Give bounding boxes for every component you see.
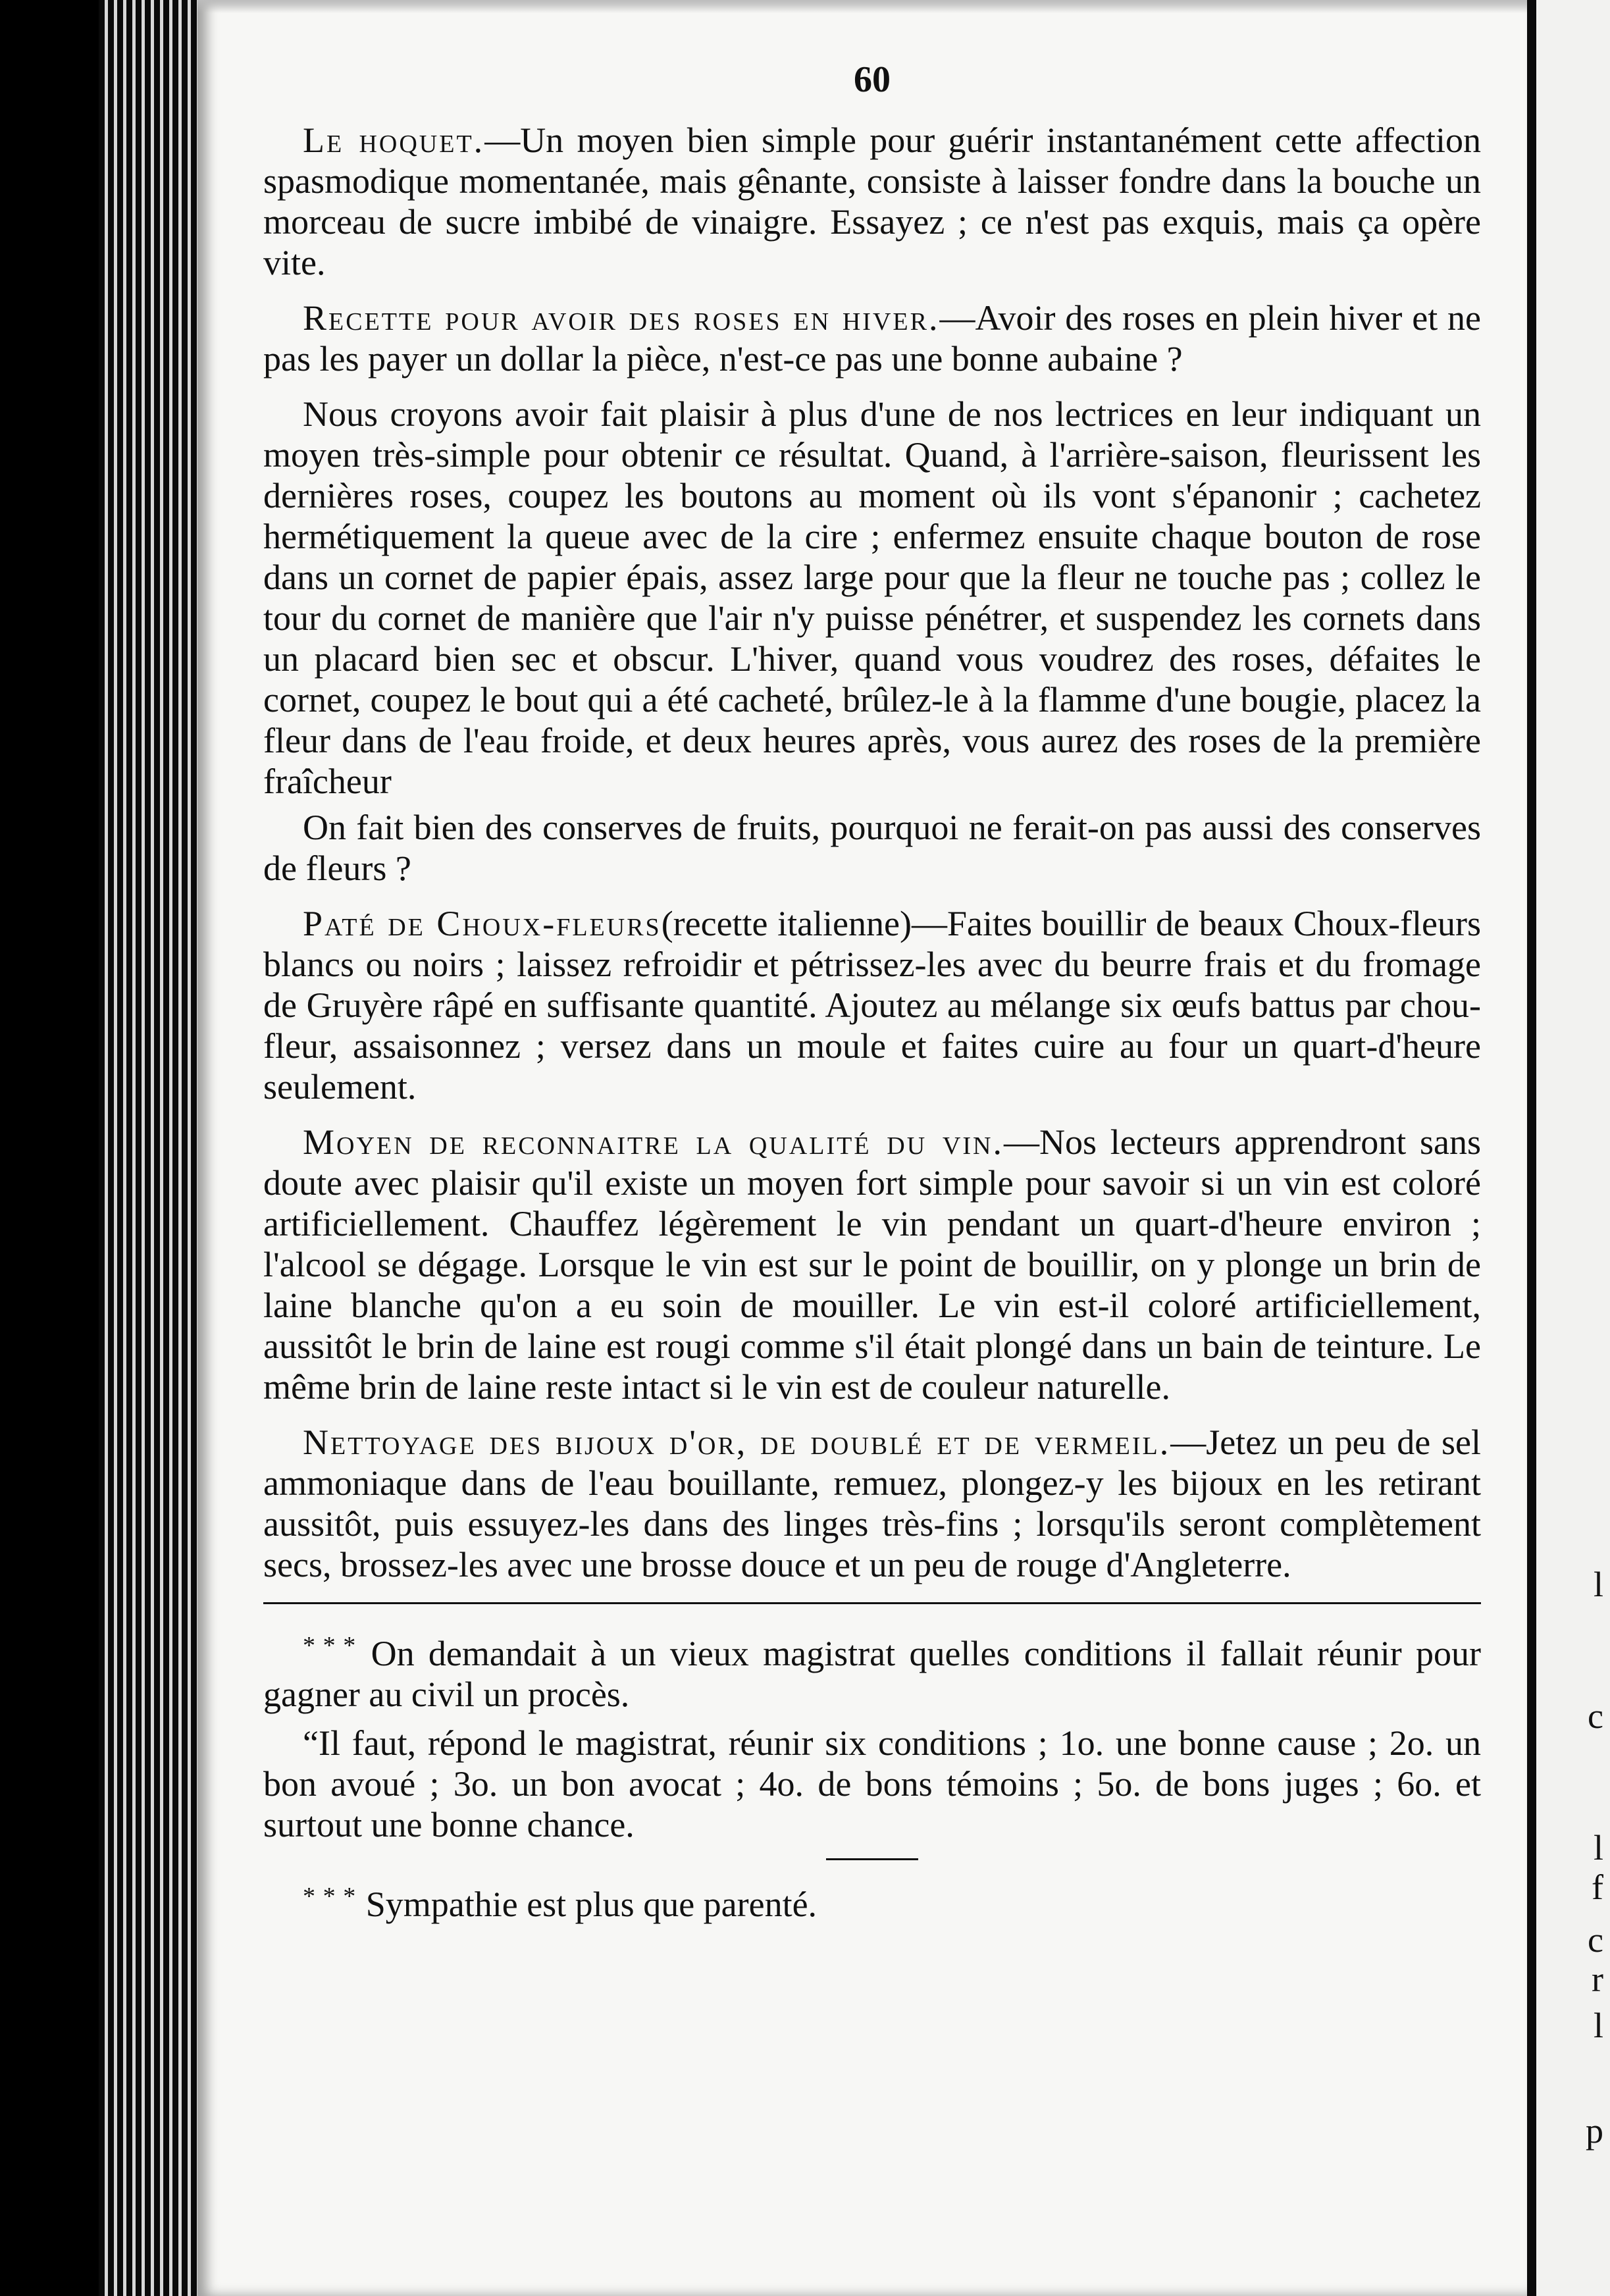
article-vin (263, 1122, 1481, 1407)
facing-fragment: r (1592, 1960, 1603, 1999)
asterism-icon: * * * (303, 1632, 357, 1659)
article-bijoux (263, 1422, 1481, 1585)
article-heading: Nettoyage des bijoux d'or, de doublé et de vermeil. (303, 1422, 1171, 1462)
facing-fragment: l (1593, 1828, 1603, 1867)
page-shadow (197, 0, 1527, 13)
facing-fragment: c (1588, 1920, 1603, 1960)
article-text: —Un moyen bien simple pour guérir instantanément cette affection spasmodique momentanée, mais gênante, consiste à laisser fondre dans la bouche un morceau de sucre imbibé de vinaigre. Essayez ; ce n'est pas exquis, mais ça opère vite. (263, 120, 1482, 282)
article-chou-fleur (263, 903, 1481, 1107)
anecdote-intro (263, 1625, 1481, 1715)
article-heading: Moyen de reconnaitre la qualité du vin. (303, 1122, 1004, 1162)
article-roses (263, 298, 1481, 379)
article-heading: Le hoquet. (303, 120, 485, 160)
maxim (263, 1876, 1481, 1925)
article-text: —Nos lecteurs apprendront sans doute avec plaisir qu'il existe un moyen fort simple pour savoir si un vin est coloré artificiellement. Chauffez légèrement le vin pendant un quart-d'heure environ ; l'alcool se dégage. Lorsque le vin est sur le point de bouillir, on y plonge un brin de laine blanche qu'on a eu soin de mouiller. Le vin est-il coloré artificiellement, aussitôt le brin de laine est rougi comme s'il était plongé dans un bain de teinture. Le même brin de laine reste intact si le vin est de couleur naturelle. (263, 1122, 1481, 1407)
page-number: 60 (854, 59, 891, 100)
article-text: —Avoir des roses en plein hiver et ne pas les payer un dollar la pièce, n'est-ce pas une bonne aubaine ? (263, 298, 1481, 378)
article-heading: Paté de Choux-fleurs (303, 904, 662, 943)
asterism-icon: * * * (303, 1883, 357, 1910)
article-hoquet (263, 120, 1481, 283)
article-text: (recette italienne)—Faites bouillir de beaux Choux-fleurs blancs ou noirs ; laissez refroidir et pétrissez-les avec du beurre frais et du fromage de Gruyère râpé en suffisante quantité. Ajoutez au mélange six œufs battus par chou-fleur, assaisonnez ; versez dans un moule et faites cuire au four un quart-d'heure seulement. (263, 904, 1481, 1107)
book-page (197, 0, 1527, 2296)
article-heading: Recette pour avoir des roses en hiver. (303, 298, 940, 338)
article-text: —Jetez un peu de sel ammoniaque dans de l'eau bouillante, remuez, plongez-y les bijoux en les retirant aussitôt, puis essuyez-les dans des linges très-fins ; lorsqu'ils seront complètement secs, brossez-les avec une brosse douce et un peu de rouge d'Angleterre. (263, 1422, 1482, 1584)
maxim-text: Sympathie est plus que parenté. (365, 1885, 818, 1924)
facing-fragment: f (1592, 1867, 1603, 1907)
page-content (263, 59, 1481, 1939)
article-roses-body: Nous croyons avoir fait plaisir à plus d'une de nos lectrices en leur indiquant un moyen très-simple pour obtenir ce résultat. Quand, à l'arrière-saison, fleurissent les dernières roses, coupez les boutons au moment où ils vont s'épanonir ; cachetez hermétiquement la queue avec de la cire ; enfermez ensuite chaque bouton de rose dans un cornet de papier épais, assez large pour que la fleur ne touche pas ; collez le tour du cornet de manière que l'air n'y puisse pénétrer, et suspendez les cornets dans un placard bien sec et obscur. L'hiver, quand vous voudrez des roses, défaites le cornet, coupez le bout qui a été cacheté, brûlez-le à la flamme d'une bougie, placez la fleur dans de l'eau froide, et deux heures après, vous aurez des roses de la première fraîcheur (263, 394, 1481, 801)
section-divider (263, 1602, 1481, 1604)
facing-fragment: p (1586, 2111, 1603, 2151)
page-edges (99, 0, 207, 2296)
short-divider (826, 1858, 918, 1860)
anecdote-quote: “Il faut, répond le magistrat, réunir six conditions ; 1o. une bonne cause ; 2o. un bon avoué ; 3o. un bon avocat ; 4o. de bons témoins ; 5o. de bons juges ; 6o. et surtout une bonne chance. (263, 1723, 1481, 1844)
article-roses-end: On fait bien des conserves de fruits, pourquoi ne ferait-on pas aussi des conserves de fleurs ? (263, 808, 1481, 888)
facing-page-edge (1527, 0, 1610, 2296)
anecdote (263, 1625, 1481, 1845)
facing-fragment: l (1593, 1565, 1603, 1604)
anecdote-text: On demandait à un vieux magistrat quelles conditions il fallait réunir pour gagner au civil un procès. (263, 1634, 1482, 1714)
facing-fragment: c (1588, 1696, 1603, 1736)
facing-fragment: l (1593, 2006, 1603, 2045)
